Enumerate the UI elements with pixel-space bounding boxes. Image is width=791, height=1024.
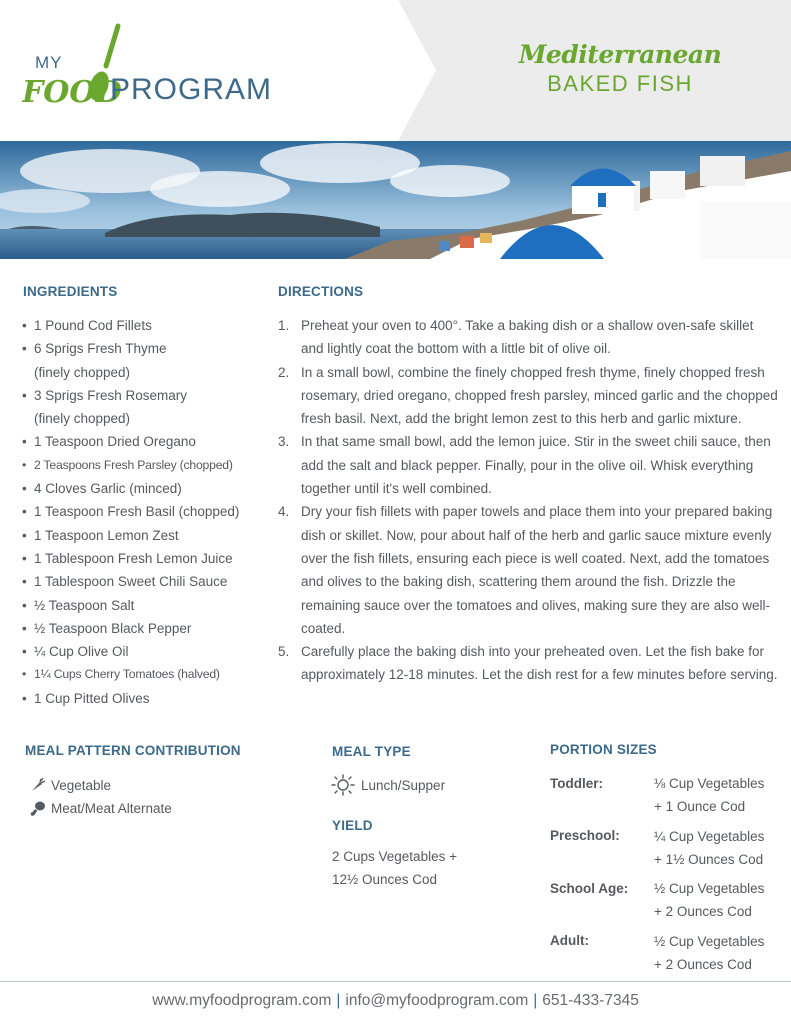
footer-website-link[interactable]: www.myfoodprogram.com xyxy=(152,992,332,1009)
meal-type-value: Lunch/Supper xyxy=(361,777,446,793)
step-number: 4. xyxy=(278,504,290,520)
portion-line: ⅛ Cup Vegetables xyxy=(654,776,765,791)
step-number: 5. xyxy=(278,644,290,660)
logo-food: FOOD xyxy=(22,75,122,110)
footer-phone: 651-433-7345 xyxy=(542,992,639,1009)
ingredient-item: • 1 Teaspoon Dried Oregano xyxy=(22,430,262,453)
ingredients-list xyxy=(22,314,262,710)
direction-step xyxy=(278,640,778,687)
portion-line: + 1½ Ounces Cod xyxy=(654,852,764,867)
ingredient-item: • 1 Teaspoon Lemon Zest xyxy=(22,524,262,547)
step-text: Dry your fish fillets with paper towels and place them into your prepared baking dish or skillet. Now, pour about half of the herb and garlic sauce mixture evenly over the fish fillets, ensuring each piece is well coated. Next, add the tomatoes and olives to the baking dish, scattering them around the fish. Drizzle the remaining sauce over the tomatoes and olives, making sure they are also well-coated. xyxy=(301,504,773,636)
step-text: In that same small bowl, add the lemon juice. Stir in the sweet chili sauce, then add the salt and black pepper. Finally, pour in the olive oil. Whisk everything together until it's well combined. xyxy=(301,434,771,497)
ingredient-item: • 1 Tablespoon Fresh Lemon Juice xyxy=(22,547,262,570)
sun-icon xyxy=(330,774,356,796)
ingredient-item: • 4 Cloves Garlic (minced) xyxy=(22,477,262,500)
recipe-title-script: Mediterranean xyxy=(518,40,722,69)
ingredient-item: • ½ Teaspoon Black Pepper xyxy=(22,617,262,640)
myfoodprogram-logo xyxy=(22,22,312,112)
footer-separator: | xyxy=(533,992,538,1009)
meal-pattern-label: Vegetable xyxy=(51,777,112,793)
meal-pattern-heading: MEAL PATTERN CONTRIBUTION xyxy=(25,743,241,758)
step-text: Carefully place the baking dish into your preheated oven. Let the fish bake for approximately 12-18 minutes. Let the dish rest for a few minutes before serving. xyxy=(301,644,778,683)
step-number: 2. xyxy=(278,364,290,380)
yield-line: 12½ Ounces Cod xyxy=(332,872,438,887)
ingredient-item: • 1 Teaspoon Fresh Basil (chopped) xyxy=(22,500,262,523)
carrot-icon xyxy=(30,777,46,793)
ingredient-item: • 1 Cup Pitted Olives xyxy=(22,687,262,710)
yield-heading: YIELD xyxy=(332,818,373,833)
portion-line: ½ Cup Vegetables xyxy=(654,881,765,896)
step-number: 3. xyxy=(278,434,290,450)
portion-label-school-age: School Age: xyxy=(550,881,629,896)
meal-pattern-item xyxy=(30,800,172,816)
meal-type-item xyxy=(330,774,445,796)
page-footer xyxy=(0,992,791,1010)
ingredient-item: • 2 Teaspoons Fresh Parsley (chopped) xyxy=(22,454,262,477)
portion-value-toddler xyxy=(654,772,789,818)
drumstick-icon xyxy=(30,800,46,816)
ingredient-item: • 1 Tablespoon Sweet Chili Sauce xyxy=(22,570,262,593)
portion-value-school-age xyxy=(654,877,789,923)
banner-image xyxy=(0,141,791,259)
logo-program: PROGRAM xyxy=(110,73,273,106)
meal-type-heading: MEAL TYPE xyxy=(332,744,411,759)
portion-value-adult xyxy=(654,930,789,976)
direction-step xyxy=(278,500,778,640)
portion-line: + 1 Ounce Cod xyxy=(654,799,746,814)
meal-pattern-label: Meat/Meat Alternate xyxy=(51,800,172,816)
ingredient-note: (finely chopped) xyxy=(34,411,131,427)
portion-sizes-heading: PORTION SIZES xyxy=(550,742,657,757)
footer-email-link[interactable]: info@myfoodprogram.com xyxy=(345,992,529,1009)
recipe-title xyxy=(470,40,770,97)
portion-line: ½ Cup Vegetables xyxy=(654,934,765,949)
step-text: Preheat your oven to 400°. Take a baking dish or a shallow oven-safe skillet and lightly coat the bottom with a little bit of olive oil. xyxy=(301,318,754,357)
meal-pattern-item xyxy=(30,777,111,793)
ingredient-item: • 1¼ Cups Cherry Tomatoes (halved) xyxy=(22,663,262,686)
ingredients-heading: INGREDIENTS xyxy=(23,284,118,299)
portion-label-adult: Adult: xyxy=(550,933,589,948)
ingredient-note: (finely chopped) xyxy=(34,364,131,380)
portion-label-toddler: Toddler: xyxy=(550,776,603,791)
ingredient-item-continuation xyxy=(22,361,262,384)
footer-separator: | xyxy=(336,992,341,1009)
step-text: In a small bowl, combine the finely chopped fresh thyme, finely chopped fresh rosemary, dried oregano, chopped fresh parsley, minced garlic and the chopped fresh basil. Next, add the bright lemon zest to this herb and garlic mixture. xyxy=(301,364,778,427)
direction-step xyxy=(278,430,778,500)
ingredient-item-continuation xyxy=(22,407,262,430)
footer-divider xyxy=(0,981,791,982)
portion-line: + 2 Ounces Cod xyxy=(654,957,752,972)
yield-line: 2 Cups Vegetables + xyxy=(332,849,457,864)
logo-my: MY xyxy=(35,53,63,72)
portion-line: + 2 Ounces Cod xyxy=(654,904,752,919)
ingredient-item: • 3 Sprigs Fresh Rosemary xyxy=(22,384,262,407)
recipe-title-main: BAKED FISH xyxy=(547,71,693,96)
portion-value-preschool xyxy=(654,825,789,871)
ingredient-item: • 6 Sprigs Fresh Thyme xyxy=(22,337,262,360)
ingredient-item: • 1 Pound Cod Fillets xyxy=(22,314,262,337)
page-header xyxy=(0,0,791,141)
santorini-illustration xyxy=(0,141,791,259)
ingredient-item: • ¼ Cup Olive Oil xyxy=(22,640,262,663)
step-number: 1. xyxy=(278,318,290,333)
portion-label-preschool: Preschool: xyxy=(550,828,620,843)
direction-step xyxy=(278,361,778,431)
yield-value xyxy=(332,845,457,891)
directions-list xyxy=(278,314,778,687)
directions-heading: DIRECTIONS xyxy=(278,284,364,299)
ingredient-item: • ½ Teaspoon Salt xyxy=(22,594,262,617)
direction-step xyxy=(278,314,778,361)
portion-line: ¼ Cup Vegetables xyxy=(654,829,765,844)
